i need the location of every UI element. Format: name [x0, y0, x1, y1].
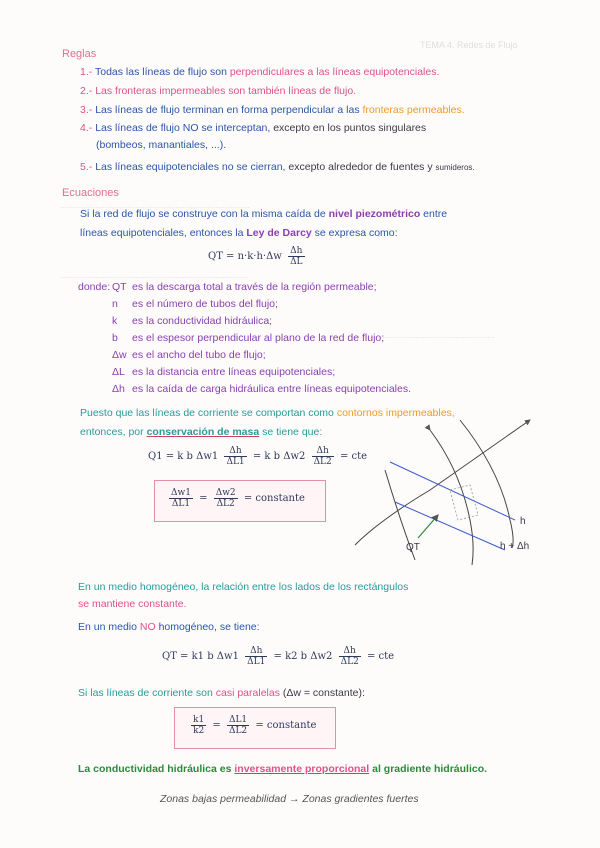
- definitions-intro: donde:: [78, 281, 111, 293]
- ghost-text: ......................................................: [360, 330, 496, 340]
- current-lines-1: Puesto que las líneas de corriente se comportan como contornos impermeables,: [80, 407, 455, 419]
- diagram-label-h-plus-dh: h + Δh: [500, 541, 530, 552]
- ghost-text: ...........................................................................: [60, 270, 248, 280]
- parallel-line: Si las líneas de corriente son casi paralelas (Δw = constante):: [78, 687, 365, 699]
- current-lines-2: entonces, por conservación de masa se tiene que:: [80, 426, 323, 438]
- zones-line: Zonas bajas permeabilidad → Zonas gradientes fuertes: [160, 793, 419, 805]
- definition-item: k es la conductividad hidráulica;: [112, 315, 273, 327]
- diagram-label-h: h: [520, 516, 526, 527]
- definition-item: Δw es el ancho del tubo de flujo;: [112, 349, 266, 361]
- intro-line-2: líneas equipotenciales, entonces la Ley de Darcy se expresa como:: [80, 227, 398, 239]
- rule-5: 5.- Las líneas equipotenciales no se cierran, excepto alrededor de fuentes y sumideros.: [80, 161, 475, 173]
- ghost-text: TEMA 4. Redes de Flujo: [420, 40, 518, 50]
- diagram-label-q: QT: [406, 542, 420, 553]
- rules-heading: Reglas: [62, 48, 97, 60]
- rule-1: 1.- Todas las líneas de flujo son perpendiculares a las líneas equipotenciales.: [80, 66, 440, 78]
- ghost-text: ............................................................................: [60, 200, 251, 210]
- homogeneous-line-1: En un medio homogéneo, la relación entre los lados de los rectángulos: [78, 581, 409, 593]
- ratio-equation-1: $\frac{\Delta w1}{\Delta L1}$ = $\frac{\Delta w2}{\Delta L2}$ = constante: [171, 488, 305, 509]
- rule-2: 2.- Las fronteras impermeables son también líneas de flujo.: [80, 85, 357, 97]
- continuity-equation: Q1 = k b Δw1 $\frac{\Delta h}{\Delta L1}$ = k b Δw2 $\frac{\Delta h}{\Delta L2}$ = cte: [148, 446, 368, 467]
- homogeneous-line-2: se mantiene constante.: [78, 598, 187, 610]
- nonhomogeneous-line: En un medio NO homogéneo, se tiene:: [78, 621, 260, 633]
- definition-item: ΔL es la distancia entre líneas equipotenciales;: [112, 366, 336, 378]
- ratio-equation-2: $\frac{k1}{k2}$ = $\frac{\Delta L1}{\Delta L2}$ = constante: [193, 715, 317, 736]
- darcy-equation: QT = n·k·h·Δw $\frac{\Delta h}{\Delta L}$: [208, 246, 303, 267]
- intro-line-1: Si la red de flujo se construye con la misma caída de nivel piezométrico entre: [80, 208, 448, 220]
- rule-4-cont: (bombeos, manantiales, ...).: [96, 139, 227, 151]
- rule-3: 3.- Las líneas de flujo terminan en forma perpendicular a las fronteras permeables.: [80, 104, 465, 116]
- definition-item: QT es la descarga total a través de la región permeable;: [112, 281, 377, 293]
- equations-heading: Ecuaciones: [62, 187, 119, 199]
- nonhomogeneous-equation: QT = k1 b Δw1 $\frac{\Delta h}{\Delta L1}$ = k2 b Δw2 $\frac{\Delta h}{\Delta L2}$ = cte: [162, 646, 395, 667]
- arrow-right-icon: →: [289, 793, 300, 805]
- definition-item: n es el número de tubos del flujo;: [112, 298, 278, 310]
- conclusion-line: La conductividad hidráulica es inversamente proporcional al gradiente hidráulico.: [78, 763, 488, 775]
- rule-4: 4.- Las líneas de flujo NO se interceptan, excepto en los puntos singulares: [80, 122, 427, 134]
- definition-item: Δh es la caída de carga hidráulica entre líneas equipotenciales.: [112, 383, 412, 395]
- definition-item: b es el espesor perpendicular al plano de la red de flujo;: [112, 332, 385, 344]
